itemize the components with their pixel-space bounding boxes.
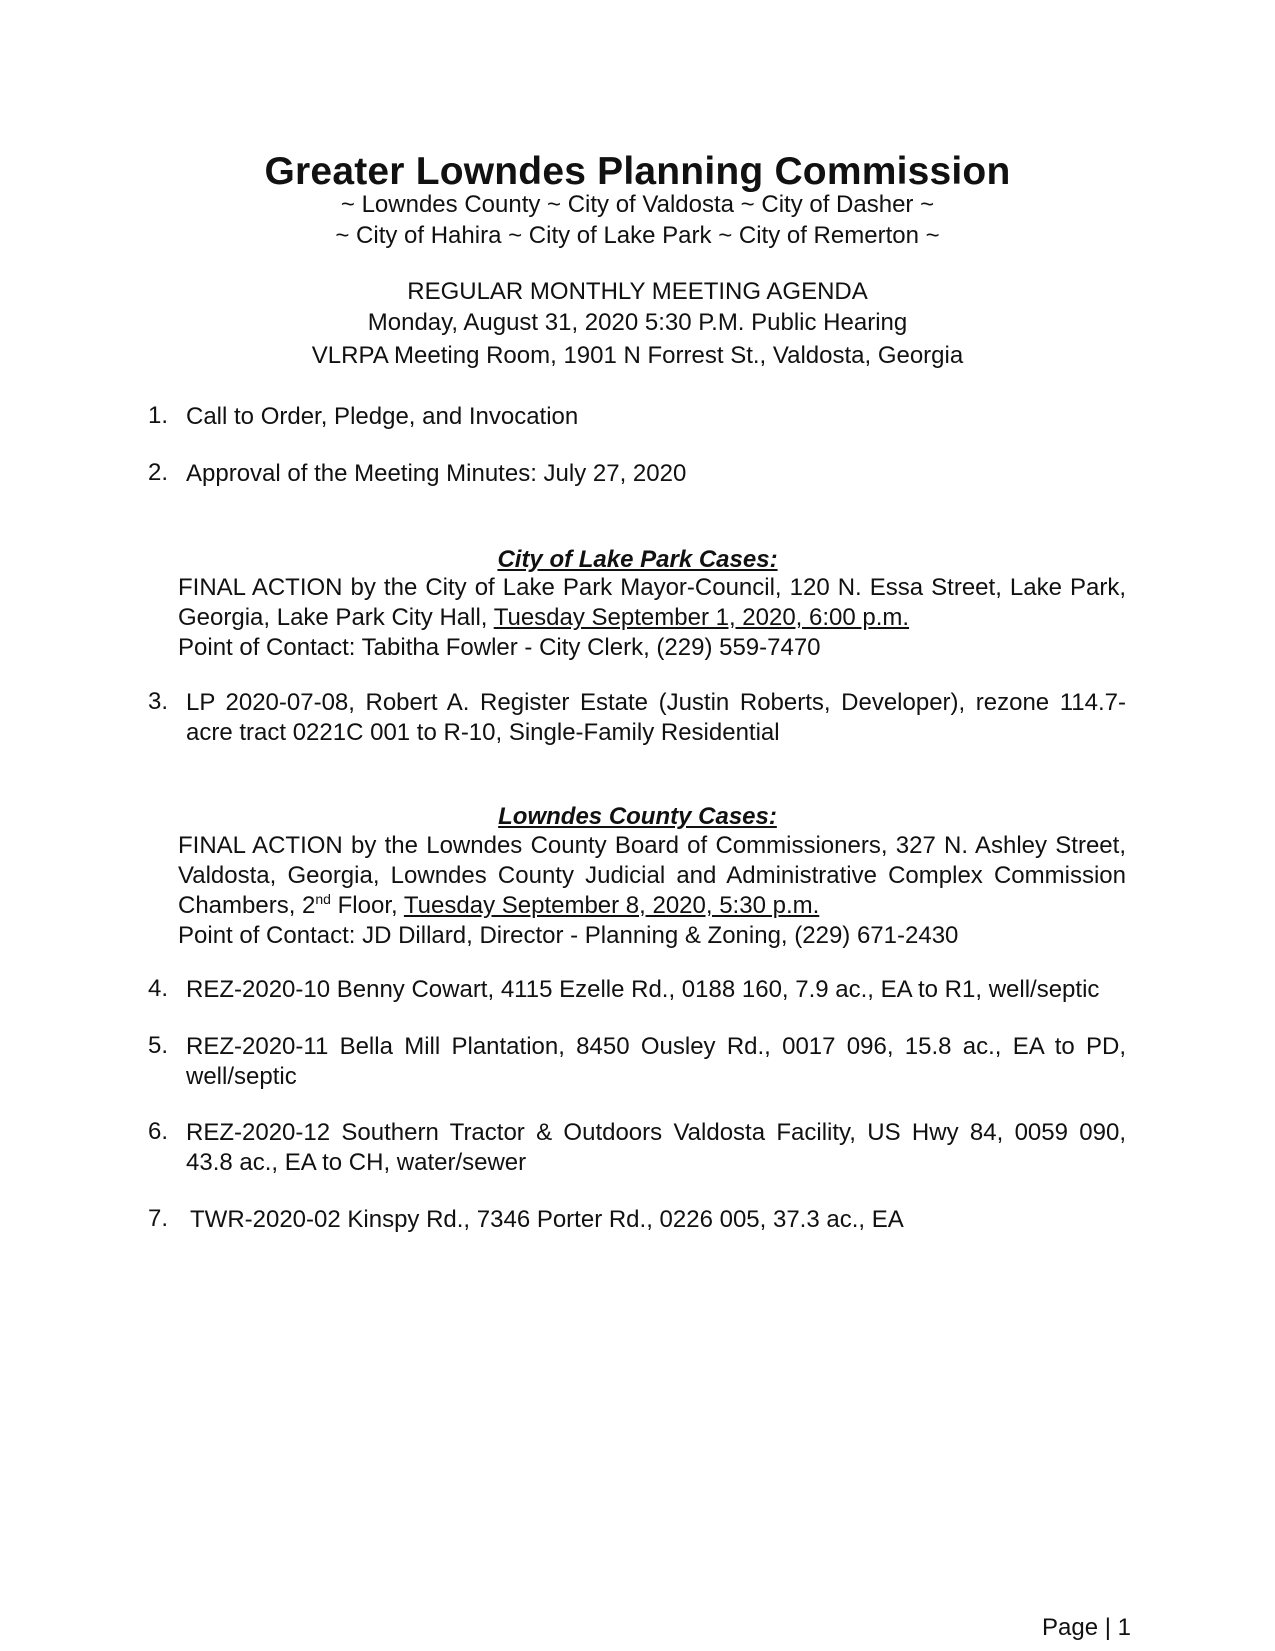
agenda-item	[186, 1032, 1126, 1092]
final-action-line	[178, 891, 1126, 921]
lowndes-final-action	[178, 831, 1126, 951]
agenda-item-line: REZ-2020-11 Bella Mill Plantation, 8450 Ousley Rd., 0017 096, 15.8 ac., EA to PD,	[186, 1033, 1126, 1060]
section-heading-lake-park: City of Lake Park Cases:	[497, 546, 778, 573]
item-number: 4.	[148, 975, 169, 1002]
final-action-floor: Floor,	[330, 892, 404, 919]
final-action-location: Chambers, 2	[178, 892, 316, 919]
item-number: 5.	[148, 1032, 169, 1059]
meeting-date: Monday, August 31, 2020 5:30 P.M. Public Hearing	[367, 309, 908, 336]
section-heading-lowndes: Lowndes County Cases:	[498, 803, 777, 830]
final-action-line	[178, 603, 1126, 633]
final-action-date: Tuesday September 1, 2020, 6:00 p.m.	[493, 604, 910, 631]
agenda-label: REGULAR MONTHLY MEETING AGENDA	[407, 278, 868, 305]
final-action-line: Valdosta, Georgia, Lowndes County Judicial and Administrative Complex Commission	[178, 862, 1126, 889]
item-number: 1.	[148, 402, 169, 429]
final-action-date: Tuesday September 8, 2020, 5:30 p.m.	[403, 892, 820, 919]
agenda-item	[186, 688, 1126, 748]
lake-park-final-action	[178, 573, 1126, 663]
agenda-item: Approval of the Meeting Minutes: July 27, 2020	[186, 460, 687, 487]
final-action-line: FINAL ACTION by the Lowndes County Board of Commissioners, 327 N. Ashley Street,	[178, 832, 1126, 859]
agenda-item: Call to Order, Pledge, and Invocation	[186, 403, 579, 430]
subtitle-line-2: ~ City of Hahira ~ City of Lake Park ~ City of Remerton ~	[335, 222, 940, 249]
item-number: 6.	[148, 1118, 169, 1145]
meeting-location: VLRPA Meeting Room, 1901 N Forrest St., Valdosta, Georgia	[311, 342, 964, 369]
ordinal-suffix: nd	[315, 891, 331, 907]
page-number: Page | 1	[1042, 1614, 1131, 1641]
agenda-item	[186, 975, 1126, 1005]
agenda-item-line: REZ-2020-12 Southern Tractor & Outdoors Valdosta Facility, US Hwy 84, 0059 090,	[186, 1119, 1126, 1146]
point-of-contact: Point of Contact: Tabitha Fowler - City Clerk, (229) 559-7470	[178, 634, 821, 661]
agenda-item-line: TWR-2020-02 Kinspy Rd., 7346 Porter Rd., 0226 005, 37.3 ac., EA	[190, 1206, 904, 1233]
agenda-item-line: LP 2020-07-08, Robert A. Register Estate (Justin Roberts, Developer), rezone 114.7-	[186, 689, 1126, 716]
final-action-location: Georgia, Lake Park City Hall,	[178, 604, 494, 631]
agenda-item-line: REZ-2020-10 Benny Cowart, 4115 Ezelle Rd., 0188 160, 7.9 ac., EA to R1, well/septic	[186, 976, 1100, 1003]
item-number: 7.	[148, 1205, 169, 1232]
agenda-item-line: well/septic	[186, 1063, 297, 1090]
point-of-contact: Point of Contact: JD Dillard, Director - Planning & Zoning, (229) 671-2430	[178, 922, 959, 949]
agenda-item	[190, 1205, 1130, 1235]
agenda-item	[186, 1118, 1126, 1178]
agenda-item-line: acre tract 0221C 001 to R-10, Single-Family Residential	[186, 719, 780, 746]
item-number: 2.	[148, 459, 169, 486]
item-number: 3.	[148, 688, 169, 715]
subtitle-line-1: ~ Lowndes County ~ City of Valdosta ~ City of Dasher ~	[340, 191, 935, 218]
agenda-item-line: 43.8 ac., EA to CH, water/sewer	[186, 1149, 527, 1176]
document-title: Greater Lowndes Planning Commission	[264, 150, 1011, 193]
final-action-line: FINAL ACTION by the City of Lake Park Mayor-Council, 120 N. Essa Street, Lake Park,	[178, 574, 1126, 601]
